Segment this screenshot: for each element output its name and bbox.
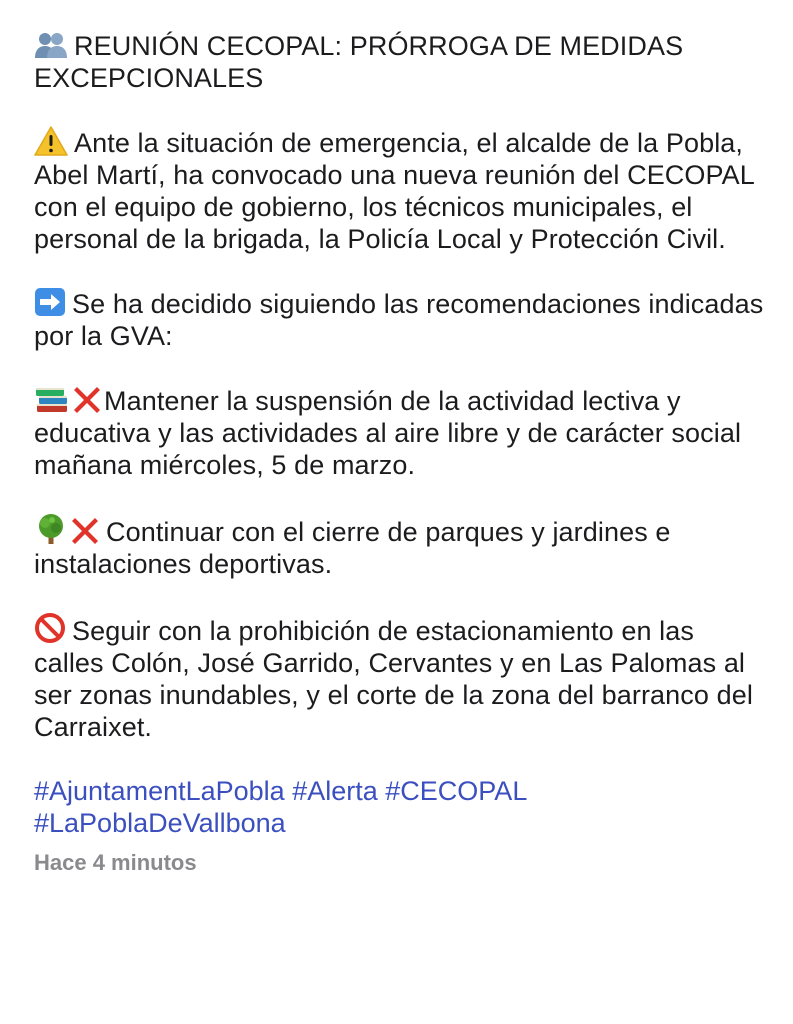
warning-icon	[34, 126, 68, 156]
hashtag-link-lapobladevallbona[interactable]: #LaPoblaDeVallbona	[34, 808, 286, 838]
hashtag-link-alerta[interactable]: #Alerta	[292, 776, 378, 806]
paragraph-emergency-text: Ante la situación de emergencia, el alcalde de la Pobla, Abel Martí, ha convocado una nueva reunión del CECOPAL con el equipo de gobierno, los técnicos municipales, el personal de la brigada, la Policía Local y Protección Civil.	[34, 128, 754, 254]
hashtag-link-ajuntament[interactable]: #AjuntamentLaPobla	[34, 776, 285, 806]
cross-mark-icon	[70, 515, 100, 545]
hashtag-list	[34, 775, 764, 839]
post-content	[34, 30, 764, 877]
books-icon	[34, 384, 70, 414]
right-arrow-icon	[34, 287, 66, 317]
paragraph-emergency	[34, 126, 764, 255]
cross-mark-icon	[72, 384, 102, 414]
paragraph-decision	[34, 287, 764, 352]
post-title-text: REUNIÓN CECOPAL: PRÓRROGA DE MEDIDAS EXCEPCIONALES	[34, 31, 684, 93]
hashtag-link-cecopal[interactable]: #CECOPAL	[385, 776, 527, 806]
paragraph-decision-text: Se ha decidido siguiendo las recomendaciones indicadas por la GVA:	[34, 289, 764, 351]
paragraph-parks-text: Continuar con el cierre de parques y jardines e instalaciones deportivas.	[34, 517, 671, 579]
paragraph-parking-text: Seguir con la prohibición de estacionamiento en las calles Colón, José Garrido, Cervantes y en Las Palomas al ser zonas inundables, y el corte de la zona del barranco del Carraixet.	[34, 616, 753, 742]
paragraph-parks	[34, 513, 764, 580]
post-timestamp: Hace 4 minutos	[34, 850, 197, 875]
post-title	[34, 30, 764, 94]
prohibited-icon	[34, 612, 66, 644]
tree-icon	[34, 513, 68, 545]
paragraph-education-text: Mantener la suspensión de la actividad lectiva y educativa y las actividades al aire libre y de carácter social mañana miércoles, 5 de marzo.	[34, 386, 742, 480]
paragraph-parking	[34, 612, 764, 743]
paragraph-education	[34, 384, 764, 481]
people-silhouette-icon	[34, 31, 68, 59]
